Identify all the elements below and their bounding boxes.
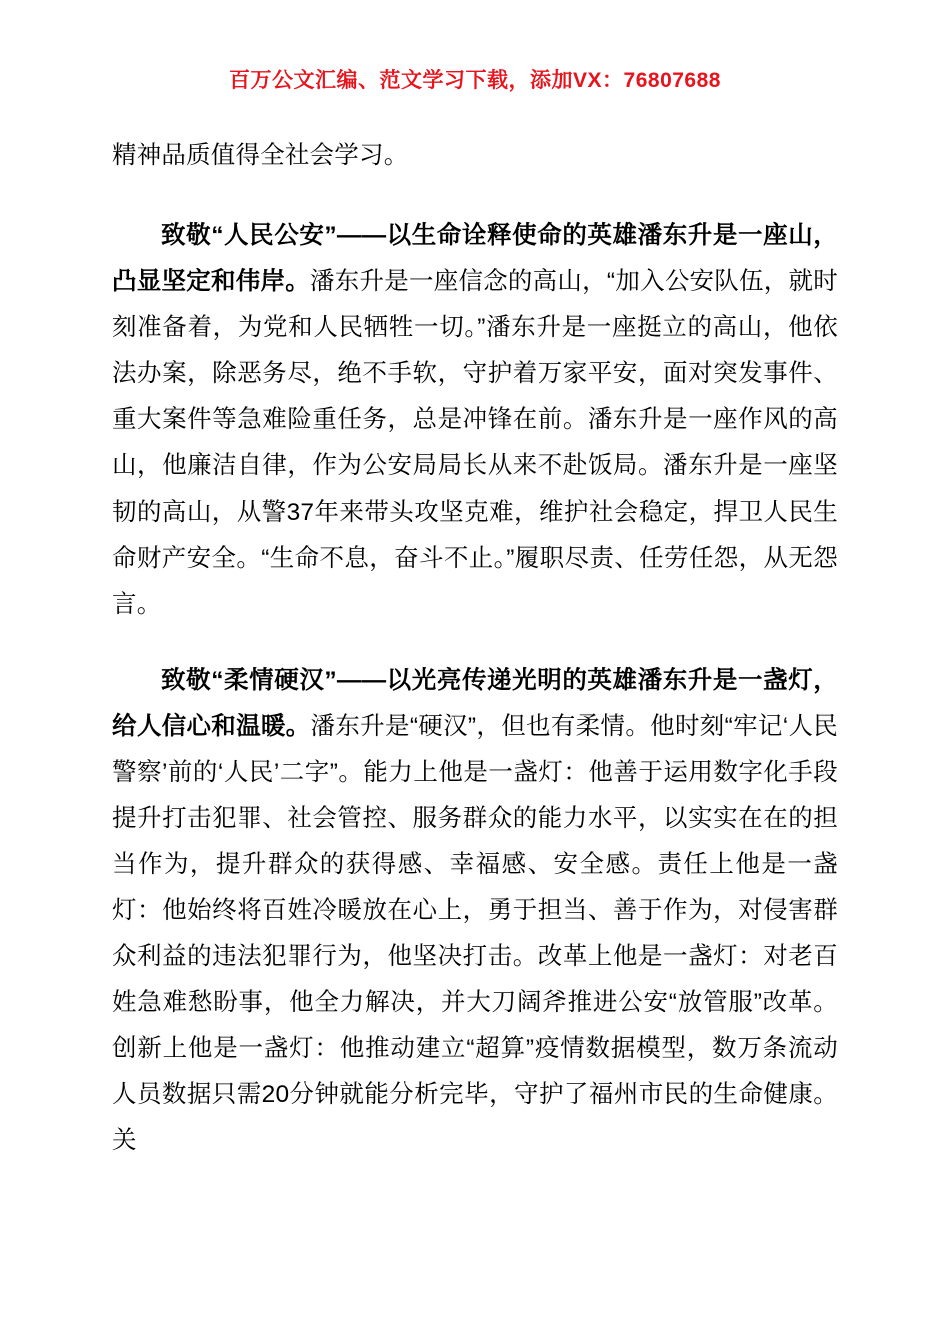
paragraph-lead: 致敬“柔情硬汉”——以光亮传递光明的英雄潘东升是一盏灯，给人信心和温暖。 [112, 666, 838, 740]
document-body [112, 133, 838, 1164]
paragraph-text: 精神品质值得全社会学习。 [112, 142, 409, 170]
paragraph-tender-tough-guy [112, 658, 838, 1165]
paragraph-lead: 致敬“人民公安”——以生命诠释使命的英雄潘东升是一座山，凸显坚定和伟岸。 [112, 222, 838, 296]
paragraph-text: 潘东升是一座信念的高山，“加入公安队伍，就时刻准备着，为党和人民牺牲一切。”潘东升是一座挺立的高山，他依法办案，除恶务尽，绝不手软，守护着万家平安，面对突发事件、重大案件等急难险重任务，总是冲锋在前。潘东升是一座作风的高山，他廉洁自律，作为公安局局长从来不赴饭局。潘东升是一座坚韧的高山，从警37年来带头攻坚克难，维护社会稳定，捍卫人民生命财产安全。“生命不息，奋斗不止。”履职尽责、任劳任怨，从无怨言。 [112, 268, 838, 618]
paragraph-continuation [112, 133, 838, 179]
paragraph-people-police [112, 213, 838, 627]
paragraph-text: 潘东升是“硬汉”，但也有柔情。他时刻“牢记‘人民警察’前的‘人民’二字”。能力上他是一盏灯：他善于运用数字化手段提升打击犯罪、社会管控、服务群众的能力水平，以实实在在的担当作为，提升群众的获得感、幸福感、安全感。责任上他是一盏灯：他始终将百姓冷暖放在心上，勇于担当、善于作为，对侵害群众利益的违法犯罪行为，他坚决打击。改革上他是一盏灯：对老百姓急难愁盼事，他全力解决，并大刀阔斧推进公安“放管服”改革。创新上他是一盏灯：他推动建立“超算”疫情数据模型，数万条流动人员数据只需20分钟就能分析完毕，守护了福州市民的生命健康。关 [112, 712, 838, 1155]
promo-banner: 百万公文汇编、范文学习下载，添加VX：76807688 [229, 69, 721, 92]
